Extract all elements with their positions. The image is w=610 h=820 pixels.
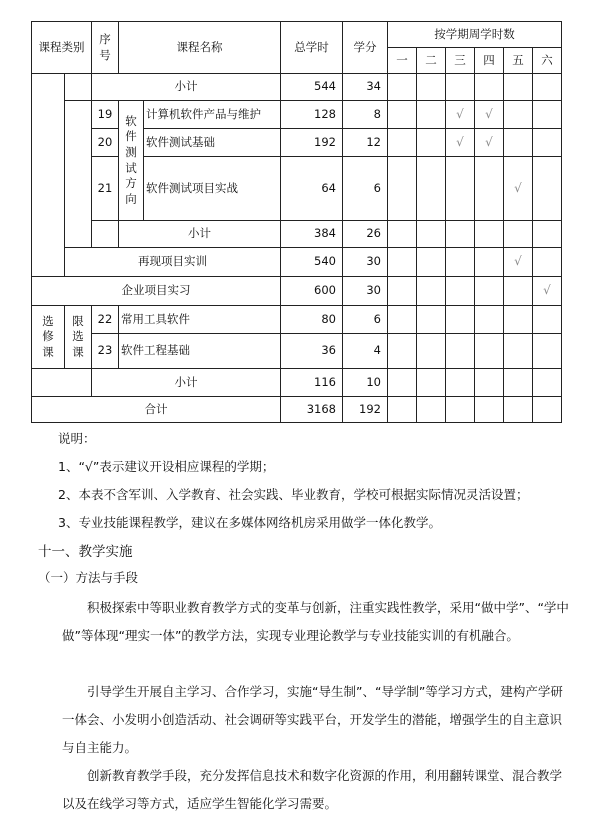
- section-title: 十一、教学实施: [38, 544, 133, 560]
- check-mark: √: [446, 101, 475, 129]
- course-credits: 6: [343, 157, 388, 221]
- table-row: [32, 334, 562, 369]
- course-credits: 4: [343, 334, 388, 369]
- subcategory-cell: [65, 74, 92, 101]
- header-semester-4: 四: [475, 48, 504, 74]
- course-hours: 64: [281, 157, 343, 221]
- header-semester-6: 六: [533, 48, 562, 74]
- course-seq: 19: [92, 101, 119, 129]
- subtotal-credits: 34: [343, 74, 388, 101]
- header-semester-2: 二: [417, 48, 446, 74]
- course-seq: 22: [92, 306, 119, 334]
- course-hours: 80: [281, 306, 343, 334]
- course-hours: 36: [281, 334, 343, 369]
- table-row: [32, 221, 562, 248]
- group-label: 软件测试方向: [119, 101, 144, 221]
- course-hours: 192: [281, 129, 343, 157]
- check-mark: √: [504, 248, 533, 277]
- table-row: [32, 129, 562, 157]
- note-item: 1、“√”表示建议开设相应课程的学期；: [58, 459, 275, 474]
- check-mark: √: [533, 277, 562, 306]
- check-mark: √: [504, 157, 533, 221]
- check-mark: √: [475, 101, 504, 129]
- course-hours: 128: [281, 101, 343, 129]
- subtotal-credits: 10: [343, 369, 388, 397]
- section-subtitle: （一）方法与手段: [38, 570, 139, 585]
- internship-label: 企业项目实习: [32, 277, 281, 306]
- header-semester-group: 按学期周学时数: [388, 22, 562, 48]
- seq-cell: [92, 221, 119, 248]
- subtotal-hours: 116: [281, 369, 343, 397]
- total-label: 合计: [32, 397, 281, 423]
- subtotal-label: 小计: [119, 221, 281, 248]
- course-name: 软件测试基础: [144, 129, 281, 157]
- paragraph: 引导学生开展自主学习、合作学习，实施“导生制”、“导学制”等学习方式，建构产学研一体会、小发明小创造活动、社会调研等实践平台，开发学生的潜能，增强学生的自主意识与自主能力。: [62, 684, 563, 755]
- check-mark: √: [446, 129, 475, 157]
- project-training-credits: 30: [343, 248, 388, 277]
- subtotal-label: 小计: [92, 369, 281, 397]
- header-category: 课程类别: [32, 22, 92, 74]
- notes-block: [58, 425, 528, 537]
- course-seq: 20: [92, 129, 119, 157]
- table-row: [32, 369, 562, 397]
- elective-category: 选修课: [32, 306, 65, 369]
- subcategory-cell: [65, 101, 92, 248]
- course-name: 计算机软件产品与维护: [144, 101, 281, 129]
- project-training-hours: 540: [281, 248, 343, 277]
- table-row: [32, 397, 562, 423]
- header-semester-3: 三: [446, 48, 475, 74]
- course-credits: 8: [343, 101, 388, 129]
- course-name: 软件测试项目实战: [144, 157, 281, 221]
- curriculum-table: [31, 21, 562, 423]
- course-credits: 12: [343, 129, 388, 157]
- header-credits: 学分: [343, 22, 388, 74]
- course-seq: 21: [92, 157, 119, 221]
- subtotal-label: 小计: [92, 74, 281, 101]
- table-row: [32, 157, 562, 221]
- total-credits: 192: [343, 397, 388, 423]
- check-mark: √: [475, 129, 504, 157]
- header-seq: 序号: [92, 22, 119, 74]
- category-cell: [32, 74, 65, 277]
- header-semester-1: 一: [388, 48, 417, 74]
- course-credits: 6: [343, 306, 388, 334]
- table-row: [32, 74, 562, 101]
- paragraph: 积极探索中等职业教育教学方式的变革与创新，注重实践性教学，采用“做中学”、“学中做”等体现“理实一体”的教学方法，实现专业理论教学与专业技能实训的有机融合。: [62, 600, 569, 643]
- note-item: 3、专业技能课程教学，建议在多媒体网络机房采用做学一体化教学。: [58, 515, 441, 530]
- table-row: [32, 101, 562, 129]
- internship-credits: 30: [343, 277, 388, 306]
- course-name: 常用工具软件: [119, 306, 281, 334]
- elective-subcategory: 限选课: [65, 306, 92, 369]
- project-training-label: 再现项目实训: [65, 248, 281, 277]
- course-name: 软件工程基础: [119, 334, 281, 369]
- header-hours: 总学时: [281, 22, 343, 74]
- subtotal-credits: 26: [343, 221, 388, 248]
- subtotal-hours: 384: [281, 221, 343, 248]
- note-item: 2、本表不含军训、入学教育、社会实践、毕业教育，学校可根据实际情况灵活设置；: [58, 487, 529, 502]
- internship-hours: 600: [281, 277, 343, 306]
- header-semester-5: 五: [504, 48, 533, 74]
- total-hours: 3168: [281, 397, 343, 423]
- category-cell: [32, 369, 92, 397]
- paragraph: 创新教育教学手段，充分发挥信息技术和数字化资源的作用，利用翻转课堂、混合教学以及在线学习等方式，适应学生智能化学习需要。: [62, 768, 563, 811]
- header-name: 课程名称: [119, 22, 281, 74]
- table-row: [32, 248, 562, 277]
- table-row: [32, 277, 562, 306]
- notes-title: 说明：: [58, 431, 96, 446]
- subtotal-hours: 544: [281, 74, 343, 101]
- table-row: [32, 306, 562, 334]
- course-seq: 23: [92, 334, 119, 369]
